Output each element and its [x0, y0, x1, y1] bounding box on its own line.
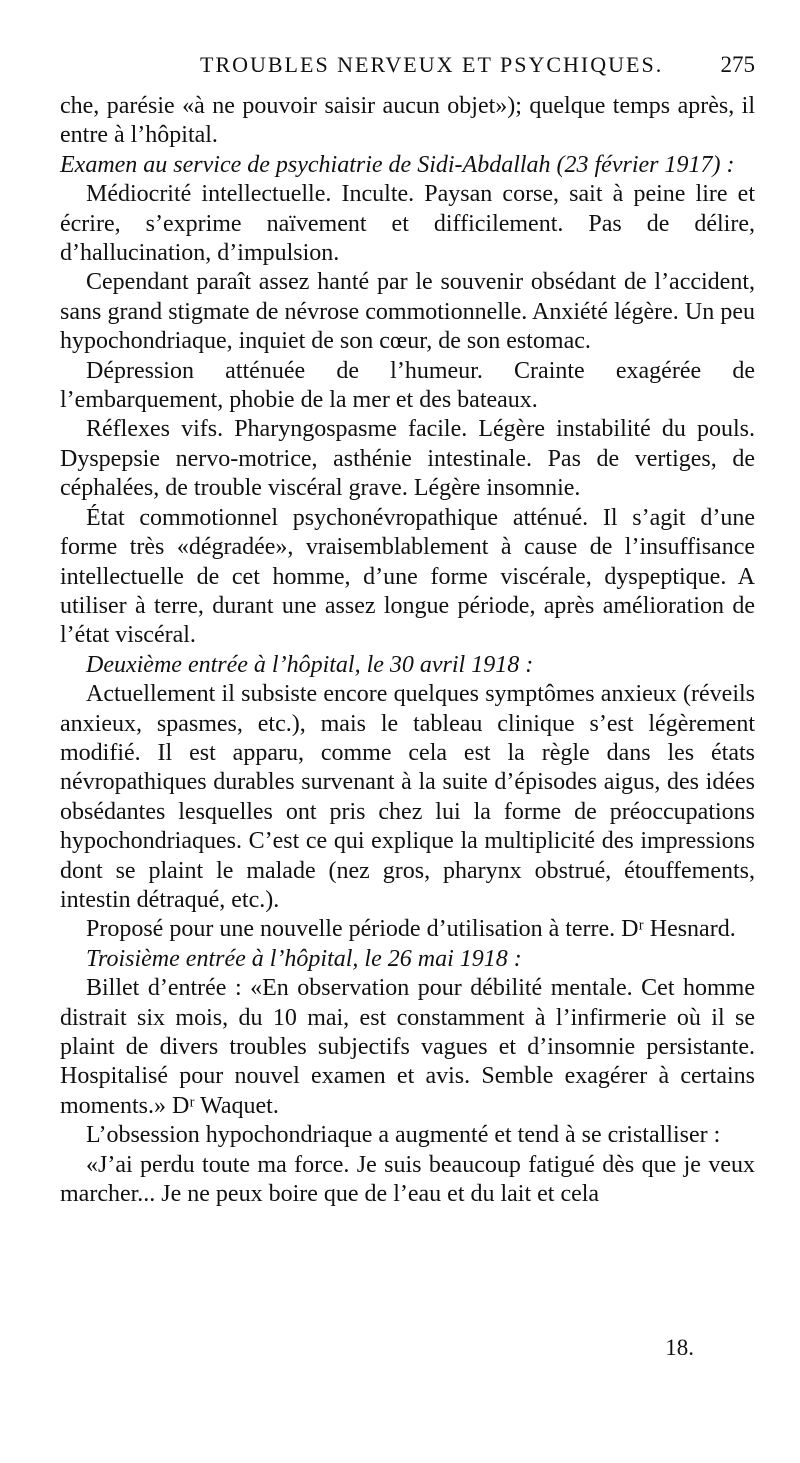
- paragraph: L’obsession hypochondriaque a augmenté et tend à se cristalliser :: [86, 1122, 721, 1149]
- paragraph: «J’ai perdu toute ma force. Je suis beaucoup fatigué dès que je veux marcher... Je ne peux boire que de l’eau et du lait et cela: [60, 1151, 755, 1208]
- paragraph: Cependant paraît assez hanté par le souvenir obsédant de l’accident, sans grand stigmate de névrose commotionnelle. Anxiété légère. Un peu hypochondriaque, inquiet de son cœur, de son estomac.: [60, 269, 755, 355]
- paragraph: Proposé pour une nouvelle période d’utilisation à terre. Dʳ Hesnard.: [86, 916, 736, 943]
- paragraph: État commotionnel psychonévropathique atténué. Il s’agit d’une forme très «dégradée», vraisemblablement à cause de l’insuffisance intellectuelle de cet homme, d’une forme viscérale, dyspeptique. A utiliser à terre, durant une assez longue période, après amélioration de l’état viscéral.: [60, 504, 755, 649]
- body-text: [60, 92, 755, 1209]
- section-heading: Examen au service de psychiatrie de Sidi-Abdallah (23 février 1917) :: [60, 151, 735, 178]
- page-number: 275: [720, 52, 755, 77]
- printer-signature: 18.: [665, 1335, 694, 1360]
- section-heading: Deuxième entrée à l’hôpital, le 30 avril 1918 :: [86, 651, 534, 678]
- paragraph: Réflexes vifs. Pharyngospasme facile. Légère instabilité du pouls. Dyspepsie nervo-motrice, asthénie intestinale. Pas de vertiges, de céphalées, de trouble viscéral grave. Légère insomnie.: [60, 416, 755, 502]
- page-header: [60, 52, 755, 86]
- running-title: TROUBLES NERVEUX ET PSYCHIQUES.: [200, 52, 664, 77]
- paragraph: Médiocrité intellectuelle. Inculte. Paysan corse, sait à peine lire et écrire, s’exprime naïvement et difficilement. Pas de délire, d’hallucination, d’impulsion.: [60, 181, 755, 267]
- paragraph: Billet d’entrée : «En observation pour débilité mentale. Cet homme distrait six mois, du 10 mai, est constamment à l’infirmerie où il se plaint de divers troubles subjectifs vagues et d’insomnie persistante. Hospitalisé pour nouvel examen et avis. Semble exagérer à certains moments.» Dʳ Waquet.: [60, 975, 755, 1119]
- paragraph: che, parésie «à ne pouvoir saisir aucun objet»); quelque temps après, il entre à l’hôpital.: [60, 93, 755, 149]
- paragraph: Actuellement il subsiste encore quelques symptômes anxieux (réveils anxieux, spasmes, etc.), mais le tableau clinique s’est légèrement modifié. Il est apparu, comme cela est la règle dans les états névropathiques durables survenant à la suite d’épisodes aigus, des idées obsédantes lesquelles ont pris chez lui la forme de préoccupations hypochondriaques. C’est ce qui explique la multiplicité des impressions dont se plaint le malade (nez gros, pharynx obstrué, étouffements, intestin détraqué, etc.).: [60, 681, 755, 913]
- paragraph: Dépression atténuée de l’humeur. Crainte exagérée de l’embarquement, phobie de la mer et des bateaux.: [60, 357, 755, 414]
- section-heading: Troisième entrée à l’hôpital, le 26 mai 1918 :: [86, 945, 522, 972]
